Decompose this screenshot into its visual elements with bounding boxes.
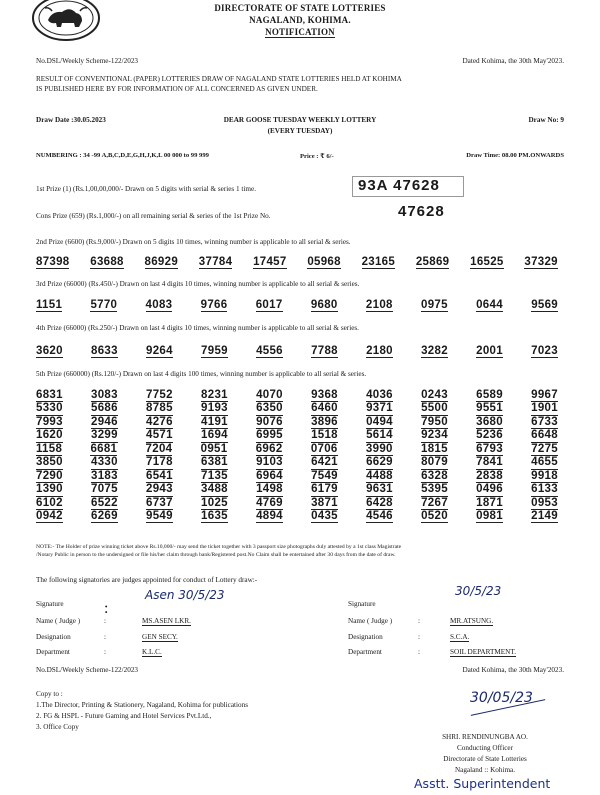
fifth-prize-number: 6995 <box>256 429 283 442</box>
second-prize-number: 05968 <box>307 256 341 268</box>
fifth-prize-number: 6179 <box>311 483 338 496</box>
fifth-prize-number: 6831 <box>36 389 63 401</box>
dated-text: Dated Kohima, the 30th May'2023. <box>462 57 564 65</box>
fifth-prize-row <box>36 443 558 456</box>
fifth-prize-row <box>36 510 558 523</box>
third-prize-number: 2108 <box>365 299 393 311</box>
fifth-prize-row <box>36 483 558 496</box>
fifth-prize-row <box>36 416 558 429</box>
fifth-prize-number: 3850 <box>36 456 63 469</box>
fifth-prize-row <box>36 389 558 402</box>
fifth-prize-number: 9193 <box>201 402 228 415</box>
fifth-prize-number: 3488 <box>201 483 228 496</box>
fifth-prize-number: 7275 <box>531 442 558 455</box>
fifth-prize-row <box>36 470 558 483</box>
fifth-prize-number: 9551 <box>476 402 503 415</box>
fourth-prize-number: 7788 <box>311 345 338 357</box>
fifth-prize-number: 4488 <box>366 469 393 482</box>
fifth-prize-number: 8079 <box>421 456 448 469</box>
second-prize-number: 37784 <box>198 256 233 268</box>
fifth-prize-number: 4036 <box>366 389 393 401</box>
third-prize-number: 1151 <box>36 299 63 311</box>
second-prize-number: 87398 <box>36 256 70 268</box>
fifth-prize-number: 3871 <box>311 496 338 509</box>
fifth-prize-number: 1158 <box>36 442 63 455</box>
fifth-prize-number: 7752 <box>146 389 173 401</box>
fifth-prize-number: 7993 <box>36 415 63 428</box>
fifth-prize-number: 6737 <box>146 496 173 509</box>
fifth-prize-row <box>36 402 558 415</box>
fourth-prize-number: 4556 <box>256 345 283 357</box>
colon: : <box>104 633 106 641</box>
third-prize-text: 3rd Prize (66000) (Rs.450/-) Drawn on last 4 digits 10 times, winning number is applicable to all serial & series. <box>36 280 360 288</box>
fifth-prize-number: 3183 <box>91 469 118 482</box>
judges-intro: The following signatories are judges appointed for conduct of Lottery draw:- <box>36 576 258 584</box>
left-judge-department: K.L.C. <box>142 648 162 656</box>
second-prize-number: 17457 <box>253 256 287 268</box>
fifth-prize-number: 4571 <box>146 429 173 442</box>
fifth-prize-number: 7135 <box>201 469 228 482</box>
fourth-prize-number: 7959 <box>201 345 228 357</box>
officer-title: Conducting Officer <box>457 744 513 752</box>
fifth-prize-number: 0953 <box>531 496 558 509</box>
second-prize-number: 23165 <box>361 256 396 268</box>
fifth-prize-number: 3896 <box>311 415 338 428</box>
fifth-prize-number: 2838 <box>476 469 503 482</box>
fifth-prize-number: 9076 <box>256 415 283 428</box>
fifth-prize-number: 0435 <box>311 509 338 522</box>
right-designation-label: Designation <box>348 633 383 641</box>
fifth-prize-number: 0981 <box>476 509 503 522</box>
cons-prize-text: Cons Prize (659) (Rs.1,000/-) on all remaining serial & series of the 1st Prize No. <box>36 212 271 220</box>
fifth-prize-number: 9967 <box>531 389 558 401</box>
fifth-prize-number: 7950 <box>421 415 448 428</box>
third-prize-number: 9766 <box>200 299 228 311</box>
fifth-prize-number: 6133 <box>531 483 558 496</box>
fourth-prize-number: 3620 <box>36 345 63 357</box>
note-line-1: NOTE:- The Holder of prize winning ticket above Rs.10,000/- may send the ticket together with 3 passport size photographs duly attested by a 1st class Magistrate <box>36 544 402 550</box>
fifth-prize-number: 3083 <box>91 389 118 401</box>
fifth-prize-number: 6629 <box>366 456 393 469</box>
fifth-prize-number: 4894 <box>256 509 283 522</box>
fifth-prize-number: 3990 <box>365 442 393 455</box>
fourth-prize-number: 8633 <box>91 345 118 357</box>
fifth-prize-number: 9371 <box>366 402 393 415</box>
fifth-prize-number: 1620 <box>36 429 63 442</box>
fifth-prize-number: 6421 <box>311 456 338 469</box>
fifth-prize-number: 6793 <box>476 442 503 455</box>
fourth-prize-text: 4th Prize (66000) (Rs.250/-) Drawn on last 4 digits 10 times, winning number is applicable to all serial & series. <box>36 324 359 332</box>
fifth-prize-number: 1498 <box>256 483 283 496</box>
colon: : <box>418 648 420 656</box>
fifth-prize-number: 7841 <box>476 456 503 469</box>
copy-item-1: 1.The Director, Printing & Stationery, Nagaland, Kohima for publications <box>36 701 249 709</box>
fifth-prize-number: 6428 <box>366 496 393 509</box>
note-line-2: /Notary Public in person to the undersigned or file his/her claim through bank/Registered post.No Claim shall be entertained after 30 days from the date of draw. <box>36 552 396 558</box>
colon: : <box>418 633 420 641</box>
intro-line-1: RESULT OF CONVENTIONAL (PAPER) LOTTERIES DRAW OF NAGALAND STATE LOTTERIES HELD AT KOHIMA <box>36 75 402 83</box>
second-prize-text: 2nd Prize (6600) (Rs.9,000/-) Drawn on 5 digits 10 times, winning number is applicable to all serial & series. <box>36 238 351 246</box>
fourth-prize-number: 2180 <box>366 345 393 357</box>
right-judge-designation: S.C.A. <box>450 633 470 641</box>
second-prize-number: 16525 <box>470 256 504 268</box>
fifth-prize-number: 6589 <box>476 389 503 401</box>
fourth-prize-numbers <box>36 345 558 358</box>
fifth-prize-number: 7204 <box>145 442 173 455</box>
fifth-prize-number: 6522 <box>91 496 118 509</box>
second-prize-numbers <box>36 256 558 269</box>
third-prize-number: 9680 <box>310 299 338 311</box>
fifth-prize-number: 6541 <box>146 469 173 482</box>
fifth-prize-number: 2149 <box>531 509 558 522</box>
fifth-prize-row <box>36 497 558 510</box>
fifth-prize-number: 6733 <box>531 415 558 428</box>
fifth-prize-number: 8231 <box>201 389 228 401</box>
draw-number: Draw No: 9 <box>528 116 564 124</box>
fifth-prize-number: 5686 <box>91 402 118 415</box>
fifth-prize-number: 1390 <box>36 483 63 496</box>
right-department-label: Department <box>348 648 382 656</box>
copy-to-label: Copy to : <box>36 690 63 698</box>
cons-prize-number: 47628 <box>398 203 445 220</box>
colon: : <box>104 617 106 625</box>
fifth-prize-number: 6681 <box>90 442 118 455</box>
draw-date: Draw Date :30.05.2023 <box>36 116 106 124</box>
fifth-prize-number: 0494 <box>366 415 393 428</box>
footer-dated: Dated Kohima, the 30th May'2023. <box>462 666 564 674</box>
fifth-prize-number: 0496 <box>476 483 503 496</box>
fifth-prize-number: 6328 <box>421 469 448 482</box>
lottery-subtitle: (EVERY TUESDAY) <box>267 127 333 135</box>
draw-time: Draw Time: 08.00 PM.ONWARDS <box>466 152 564 159</box>
officer-name: SHRI. RENDINUNGBA AO. <box>442 733 528 741</box>
right-signature-label: Signature <box>348 600 376 608</box>
ticket-price: Price : ₹ 6/- <box>300 153 334 160</box>
fifth-prize-number: 2946 <box>91 415 118 428</box>
fifth-prize-number: 0942 <box>36 509 63 522</box>
third-prize-number: 6017 <box>255 299 283 311</box>
colon: : <box>104 648 106 656</box>
left-name-label: Name ( Judge ) <box>36 617 81 625</box>
reference-number: No.DSL/Weekly Scheme-122/2023 <box>36 57 139 65</box>
first-prize-number: 93A 47628 <box>358 177 440 194</box>
fifth-prize-number: 2943 <box>146 483 173 496</box>
fifth-prize-number: 5500 <box>421 402 448 415</box>
left-designation-label: Designation <box>36 633 71 641</box>
fifth-prize-number: 4191 <box>201 415 228 428</box>
intro-line-2: IS PUBLISHED HERE BY FOR INFORMATION OF ALL CONCERNED AS GIVEN UNDER. <box>36 85 318 93</box>
superintendent-stamp: Asstt. Superintendent <box>414 776 551 791</box>
fifth-prize-number: 1901 <box>531 402 558 415</box>
left-judge-designation: GEN SECY. <box>142 633 178 641</box>
fifth-prize-number: 3299 <box>91 429 118 442</box>
org-title: DIRECTORATE OF STATE LOTTERIES <box>214 3 386 13</box>
fifth-prize-number: 7178 <box>146 456 173 469</box>
fourth-prize-number: 9264 <box>146 345 173 357</box>
fifth-prize-number: 9234 <box>421 429 448 442</box>
fifth-prize-number: 4546 <box>366 509 393 522</box>
left-department-label: Department <box>36 648 70 656</box>
second-prize-number: 37329 <box>524 256 558 268</box>
fourth-prize-number: 3282 <box>421 345 448 357</box>
fifth-prize-number: 6381 <box>201 456 228 469</box>
fifth-prize-number: 4769 <box>256 496 283 509</box>
second-prize-number: 86929 <box>144 256 179 268</box>
copy-item-3: 3. Office Copy <box>36 723 79 731</box>
officer-org: Directorate of State Lotteries <box>443 755 527 763</box>
fifth-prize-number: 7290 <box>36 469 63 482</box>
fifth-prize-number: 5236 <box>476 429 503 442</box>
fifth-prize-number: 1815 <box>421 442 448 455</box>
fifth-prize-number: 1694 <box>201 429 228 442</box>
footer-reference: No.DSL/Weekly Scheme-122/2023 <box>36 666 139 674</box>
fifth-prize-number: 1635 <box>201 509 228 522</box>
fifth-prize-grid <box>36 389 558 523</box>
lottery-name: DEAR GOOSE TUESDAY WEEKLY LOTTERY <box>223 116 377 124</box>
fifth-prize-number: 5614 <box>366 429 393 442</box>
fifth-prize-number: 6962 <box>255 442 283 455</box>
fifth-prize-number: 6350 <box>256 402 283 415</box>
officer-place: Nagaland :: Kohima. <box>454 766 516 774</box>
fifth-prize-text: 5th Prize (660000) (Rs.120/-) Drawn on last 4 digits 100 times, winning number is applicable to all serial & series. <box>36 370 367 378</box>
fifth-prize-number: 1025 <box>201 496 228 509</box>
fifth-prize-number: 7075 <box>91 483 118 496</box>
fifth-prize-number: 7549 <box>311 469 338 482</box>
fifth-prize-number: 9103 <box>256 456 283 469</box>
right-judge-signature: 30/5/23 <box>455 584 502 598</box>
colon: : <box>418 617 420 625</box>
fifth-prize-number: 0243 <box>421 389 448 401</box>
notification-heading: NOTIFICATION <box>265 27 335 37</box>
fifth-prize-number: 1518 <box>311 429 338 442</box>
fifth-prize-number: 5330 <box>36 402 63 415</box>
fifth-prize-number: 9631 <box>366 483 393 496</box>
fifth-prize-number: 6460 <box>311 402 338 415</box>
first-prize-box <box>352 176 464 197</box>
fifth-prize-number: 9549 <box>146 509 173 522</box>
fifth-prize-number: 6269 <box>91 509 118 522</box>
fifth-prize-number: 6648 <box>531 429 558 442</box>
first-prize-text: 1st Prize (1) (Rs.1,00,00,000/- Drawn on 5 digits with serial & series 1 time. <box>36 185 256 193</box>
third-prize-number: 0644 <box>476 299 503 311</box>
fifth-prize-number: 0706 <box>310 442 338 455</box>
fifth-prize-number: 7267 <box>421 496 448 509</box>
third-prize-number: 9569 <box>531 299 558 311</box>
copy-item-2: 2. FG & HSPL - Future Gaming and Hotel Services Pvt.Ltd., <box>36 712 212 720</box>
numbering-range: NUMBERING : 34 -99 A,B,C,D,E,G,H,J,K,L 00 000 to 99 999 <box>36 152 209 159</box>
left-signature-label: Signature <box>36 600 64 608</box>
officer-signature: 30/05/23 <box>470 690 533 706</box>
fifth-prize-row <box>36 429 558 442</box>
fifth-prize-number: 6102 <box>36 496 63 509</box>
third-prize-numbers <box>36 299 558 312</box>
fifth-prize-number: 4276 <box>146 415 173 428</box>
fifth-prize-number: 9918 <box>531 469 558 482</box>
fifth-prize-number: 9368 <box>311 389 338 401</box>
fifth-prize-row <box>36 456 558 469</box>
fifth-prize-number: 4330 <box>91 456 118 469</box>
fifth-prize-number: 5395 <box>421 483 448 496</box>
fifth-prize-number: 8785 <box>146 402 173 415</box>
left-judge-signature: Asen 30/5/23 <box>145 588 225 602</box>
fifth-prize-number: 0520 <box>421 509 448 522</box>
org-place: NAGALAND, KOHIMA. <box>249 15 351 25</box>
right-name-label: Name ( Judge ) <box>348 617 393 625</box>
second-prize-number: 25869 <box>415 256 450 268</box>
third-prize-number: 4083 <box>145 299 173 311</box>
second-prize-number: 63688 <box>90 256 124 268</box>
notification-heading-wrap <box>0 27 600 37</box>
colon: : <box>104 600 109 617</box>
fifth-prize-number: 6964 <box>256 469 283 482</box>
fifth-prize-number: 0951 <box>200 442 228 455</box>
left-judge-name: MS.ASEN LKR. <box>142 617 191 625</box>
third-prize-number: 5770 <box>90 299 118 311</box>
right-judge-department: SOIL DEPARTMENT. <box>450 648 516 656</box>
fifth-prize-number: 1871 <box>476 496 503 509</box>
fifth-prize-number: 4070 <box>256 389 283 401</box>
right-judge-name: MR.ATSUNG. <box>450 617 494 625</box>
fourth-prize-number: 2001 <box>476 345 503 357</box>
fourth-prize-number: 7023 <box>531 345 558 357</box>
fifth-prize-number: 3680 <box>476 415 503 428</box>
fifth-prize-number: 4655 <box>531 456 558 469</box>
third-prize-number: 0975 <box>421 299 448 311</box>
